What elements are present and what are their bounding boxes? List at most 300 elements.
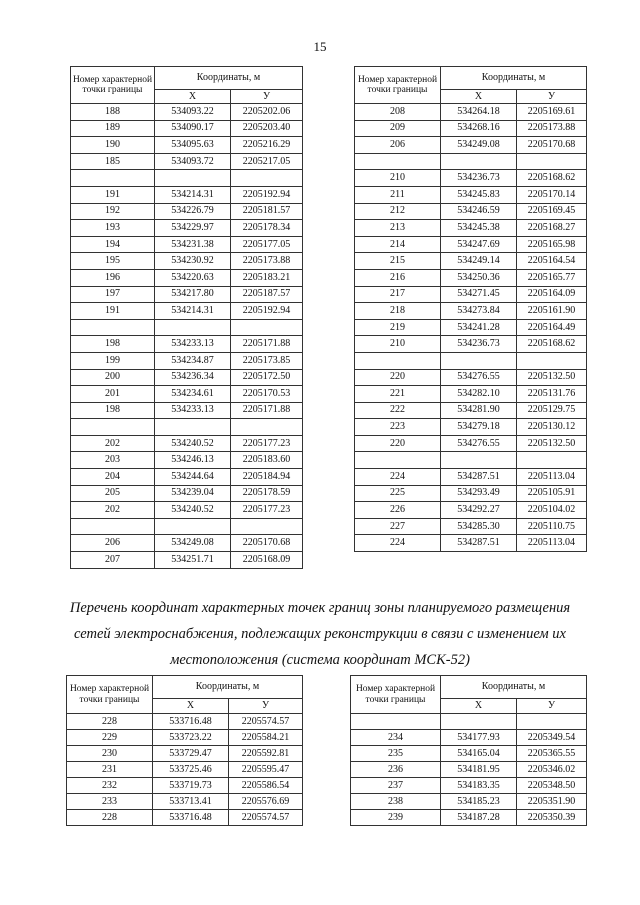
point-number: 206 [71, 535, 155, 552]
table-row [71, 502, 303, 519]
x-value: 534246.59 [441, 203, 517, 220]
y-value: 2205165.77 [517, 269, 587, 286]
x-value: 534250.36 [441, 269, 517, 286]
x-value: 534230.92 [155, 253, 231, 270]
coordinates-table-4 [350, 675, 587, 826]
y-value [231, 419, 303, 436]
table-row [355, 303, 587, 320]
table-row [355, 502, 587, 519]
y-value: 2205132.50 [517, 369, 587, 386]
header-coordinates: Координаты, м [153, 676, 303, 699]
y-value: 2205574.57 [229, 810, 303, 826]
point-number: 207 [71, 552, 155, 569]
point-number [71, 419, 155, 436]
y-value [517, 714, 587, 730]
y-value: 2205130.12 [517, 419, 587, 436]
x-value: 534234.87 [155, 352, 231, 369]
point-number [71, 518, 155, 535]
y-value: 2205595.47 [229, 762, 303, 778]
point-number [355, 153, 441, 170]
y-value: 2205183.21 [231, 269, 303, 286]
point-number: 211 [355, 186, 441, 203]
table-row [67, 810, 303, 826]
point-number: 217 [355, 286, 441, 303]
point-number: 197 [71, 286, 155, 303]
y-value: 2205173.88 [231, 253, 303, 270]
point-number: 235 [351, 746, 441, 762]
section-caption [40, 595, 600, 673]
y-value: 2205187.57 [231, 286, 303, 303]
table-row [71, 535, 303, 552]
table-row [351, 794, 587, 810]
table-row [355, 336, 587, 353]
x-value: 534249.14 [441, 253, 517, 270]
table-row [67, 730, 303, 746]
table-row [351, 810, 587, 826]
y-value: 2205165.98 [517, 236, 587, 253]
table-row [71, 319, 303, 336]
y-value: 2205132.50 [517, 435, 587, 452]
y-value: 2205168.62 [517, 336, 587, 353]
point-number: 212 [355, 203, 441, 220]
x-value: 534247.69 [441, 236, 517, 253]
table-row [351, 714, 587, 730]
point-number: 210 [355, 170, 441, 187]
x-value: 534251.71 [155, 552, 231, 569]
y-value: 2205169.61 [517, 104, 587, 121]
point-number: 209 [355, 120, 441, 137]
header-x: X [153, 699, 229, 714]
y-value: 2205183.60 [231, 452, 303, 469]
point-number: 208 [355, 104, 441, 121]
point-number: 225 [355, 485, 441, 502]
table-row [355, 286, 587, 303]
x-value: 534292.27 [441, 502, 517, 519]
y-value: 2205586.54 [229, 778, 303, 794]
point-number: 237 [351, 778, 441, 794]
point-number: 190 [71, 137, 155, 154]
x-value [155, 419, 231, 436]
y-value: 2205164.49 [517, 319, 587, 336]
table-row [71, 369, 303, 386]
header-coordinates: Координаты, м [441, 676, 587, 699]
y-value: 2205170.68 [517, 137, 587, 154]
x-value: 534183.35 [441, 778, 517, 794]
x-value: 534177.93 [441, 730, 517, 746]
y-value: 2205131.76 [517, 386, 587, 403]
x-value: 534276.55 [441, 369, 517, 386]
y-value: 2205169.45 [517, 203, 587, 220]
table-row [355, 402, 587, 419]
point-number: 236 [351, 762, 441, 778]
y-value: 2205164.09 [517, 286, 587, 303]
table-row [71, 253, 303, 270]
point-number: 216 [355, 269, 441, 286]
x-value: 534268.16 [441, 120, 517, 137]
y-value: 2205129.75 [517, 402, 587, 419]
y-value: 2205574.57 [229, 714, 303, 730]
x-value: 534241.28 [441, 319, 517, 336]
x-value: 534245.38 [441, 220, 517, 237]
header-y: У [231, 90, 303, 104]
x-value [441, 452, 517, 469]
point-number [355, 452, 441, 469]
x-value: 534244.64 [155, 469, 231, 486]
header-coordinates: Координаты, м [155, 67, 303, 90]
table-row [355, 236, 587, 253]
point-number: 205 [71, 485, 155, 502]
x-value [155, 170, 231, 187]
y-value: 2205346.02 [517, 762, 587, 778]
y-value: 2205349.54 [517, 730, 587, 746]
point-number: 191 [71, 186, 155, 203]
y-value: 2205350.39 [517, 810, 587, 826]
x-value: 534236.73 [441, 336, 517, 353]
x-value: 534093.22 [155, 104, 231, 121]
y-value: 2205173.88 [517, 120, 587, 137]
table-row [71, 120, 303, 137]
header-y: У [517, 90, 587, 104]
y-value: 2205168.09 [231, 552, 303, 569]
header-point-number: Номер характерной точки границы [71, 67, 155, 104]
y-value: 2205178.59 [231, 485, 303, 502]
point-number: 229 [67, 730, 153, 746]
x-value: 534233.13 [155, 402, 231, 419]
x-value: 534217.80 [155, 286, 231, 303]
point-number: 231 [67, 762, 153, 778]
table-row [355, 203, 587, 220]
table-row [355, 186, 587, 203]
x-value: 533713.41 [153, 794, 229, 810]
x-value: 533725.46 [153, 762, 229, 778]
point-number: 238 [351, 794, 441, 810]
point-number: 195 [71, 253, 155, 270]
y-value: 2205365.55 [517, 746, 587, 762]
table-row [355, 153, 587, 170]
table-row [71, 153, 303, 170]
header-point-number: Номер характерной точки границы [351, 676, 441, 714]
table-row [67, 746, 303, 762]
x-value: 534279.18 [441, 419, 517, 436]
header-y: У [229, 699, 303, 714]
y-value [231, 170, 303, 187]
y-value [231, 518, 303, 535]
y-value: 2205584.21 [229, 730, 303, 746]
caption-line-2: сетей электроснабжения, подлежащих реконструкции в связи с изменением их [74, 626, 566, 642]
table-row [355, 352, 587, 369]
table-row [71, 452, 303, 469]
y-value: 2205172.50 [231, 369, 303, 386]
y-value: 2205217.05 [231, 153, 303, 170]
table-row [355, 435, 587, 452]
table-row [355, 137, 587, 154]
table-row [355, 469, 587, 486]
y-value: 2205173.85 [231, 352, 303, 369]
caption-line-1: Перечень координат характерных точек границ зоны планируемого размещения [69, 600, 571, 616]
header-point-number: Номер характерной точки границы [67, 676, 153, 714]
x-value: 534293.49 [441, 485, 517, 502]
x-value: 534181.95 [441, 762, 517, 778]
point-number: 233 [67, 794, 153, 810]
y-value: 2205177.23 [231, 502, 303, 519]
point-number: 228 [67, 810, 153, 826]
table-row [351, 762, 587, 778]
x-value: 534287.51 [441, 535, 517, 552]
point-number: 206 [355, 137, 441, 154]
header-x: X [441, 90, 517, 104]
table-row [355, 319, 587, 336]
y-value [517, 452, 587, 469]
y-value: 2205171.88 [231, 402, 303, 419]
y-value: 2205110.75 [517, 518, 587, 535]
x-value: 534165.04 [441, 746, 517, 762]
table-row [355, 220, 587, 237]
point-number: 203 [71, 452, 155, 469]
x-value: 534214.31 [155, 186, 231, 203]
point-number: 200 [71, 369, 155, 386]
y-value: 2205576.69 [229, 794, 303, 810]
x-value: 534271.45 [441, 286, 517, 303]
point-number [355, 352, 441, 369]
x-value: 534281.90 [441, 402, 517, 419]
point-number: 194 [71, 236, 155, 253]
header-y: У [517, 699, 587, 714]
point-number: 199 [71, 352, 155, 369]
x-value: 533729.47 [153, 746, 229, 762]
table-row [355, 535, 587, 552]
x-value: 534093.72 [155, 153, 231, 170]
x-value: 534273.84 [441, 303, 517, 320]
x-value: 534214.31 [155, 303, 231, 320]
point-number: 191 [71, 303, 155, 320]
x-value: 534187.28 [441, 810, 517, 826]
table-row [71, 220, 303, 237]
point-number: 228 [67, 714, 153, 730]
table-row [355, 120, 587, 137]
table-row [355, 269, 587, 286]
point-number: 224 [355, 469, 441, 486]
point-number [71, 319, 155, 336]
point-number: 185 [71, 153, 155, 170]
point-number: 188 [71, 104, 155, 121]
point-number: 201 [71, 386, 155, 403]
coordinates-table-1 [70, 66, 303, 569]
table-row [67, 762, 303, 778]
x-value: 534249.08 [155, 535, 231, 552]
y-value [517, 153, 587, 170]
x-value: 534249.08 [441, 137, 517, 154]
point-number: 193 [71, 220, 155, 237]
point-number: 219 [355, 319, 441, 336]
x-value: 533723.22 [153, 730, 229, 746]
table-row [355, 419, 587, 436]
y-value: 2205170.53 [231, 386, 303, 403]
page-number: 15 [313, 39, 327, 54]
table-row [71, 485, 303, 502]
y-value: 2205181.57 [231, 203, 303, 220]
point-number: 226 [355, 502, 441, 519]
table-row [71, 236, 303, 253]
x-value: 534090.17 [155, 120, 231, 137]
y-value [517, 352, 587, 369]
x-value: 534285.30 [441, 518, 517, 535]
point-number: 232 [67, 778, 153, 794]
point-number: 204 [71, 469, 155, 486]
table-row [71, 419, 303, 436]
y-value: 2205351.90 [517, 794, 587, 810]
x-value: 534233.13 [155, 336, 231, 353]
point-number [71, 170, 155, 187]
y-value: 2205168.62 [517, 170, 587, 187]
y-value: 2205113.04 [517, 469, 587, 486]
y-value: 2205170.14 [517, 186, 587, 203]
point-number: 213 [355, 220, 441, 237]
x-value [441, 153, 517, 170]
table-row [355, 253, 587, 270]
point-number: 227 [355, 518, 441, 535]
x-value: 534226.79 [155, 203, 231, 220]
table-row [71, 269, 303, 286]
table-row [351, 746, 587, 762]
point-number [351, 714, 441, 730]
table-row [67, 714, 303, 730]
table-row [71, 352, 303, 369]
x-value: 534240.52 [155, 435, 231, 452]
table-row [355, 369, 587, 386]
table-row [355, 452, 587, 469]
point-number: 192 [71, 203, 155, 220]
point-number: 220 [355, 369, 441, 386]
x-value: 534236.34 [155, 369, 231, 386]
point-number: 224 [355, 535, 441, 552]
x-value [155, 319, 231, 336]
y-value: 2205164.54 [517, 253, 587, 270]
y-value: 2205113.04 [517, 535, 587, 552]
table-row [355, 104, 587, 121]
point-number: 215 [355, 253, 441, 270]
point-number: 218 [355, 303, 441, 320]
y-value: 2205192.94 [231, 186, 303, 203]
x-value: 533716.48 [153, 810, 229, 826]
point-number: 202 [71, 435, 155, 452]
table-row [71, 469, 303, 486]
x-value [155, 518, 231, 535]
x-value: 534264.18 [441, 104, 517, 121]
y-value [231, 319, 303, 336]
coordinates-table-3 [66, 675, 303, 826]
point-number: 214 [355, 236, 441, 253]
table-row [351, 730, 587, 746]
y-value: 2205184.94 [231, 469, 303, 486]
x-value: 534246.13 [155, 452, 231, 469]
x-value: 534185.23 [441, 794, 517, 810]
table-row [71, 518, 303, 535]
header-coordinates: Координаты, м [441, 67, 587, 90]
table-row [67, 794, 303, 810]
y-value: 2205202.06 [231, 104, 303, 121]
table-row [71, 303, 303, 320]
x-value: 534231.38 [155, 236, 231, 253]
y-value: 2205177.05 [231, 236, 303, 253]
x-value: 534287.51 [441, 469, 517, 486]
x-value: 534229.97 [155, 220, 231, 237]
table-row [71, 170, 303, 187]
y-value: 2205161.90 [517, 303, 587, 320]
x-value: 534282.10 [441, 386, 517, 403]
y-value: 2205348.50 [517, 778, 587, 794]
point-number: 210 [355, 336, 441, 353]
point-number: 196 [71, 269, 155, 286]
point-number: 221 [355, 386, 441, 403]
table-row [71, 104, 303, 121]
x-value [441, 714, 517, 730]
x-value: 533719.73 [153, 778, 229, 794]
point-number: 230 [67, 746, 153, 762]
table-row [71, 435, 303, 452]
y-value: 2205592.81 [229, 746, 303, 762]
x-value: 534095.63 [155, 137, 231, 154]
table-row [71, 552, 303, 569]
x-value: 534240.52 [155, 502, 231, 519]
table-row [351, 778, 587, 794]
coordinates-table-2 [354, 66, 587, 552]
table-row [71, 386, 303, 403]
table-row [67, 778, 303, 794]
point-number: 189 [71, 120, 155, 137]
y-value: 2205171.88 [231, 336, 303, 353]
x-value: 534236.73 [441, 170, 517, 187]
y-value: 2205104.02 [517, 502, 587, 519]
y-value: 2205105.91 [517, 485, 587, 502]
x-value: 534234.61 [155, 386, 231, 403]
table-row [71, 286, 303, 303]
table-row [355, 170, 587, 187]
point-number: 222 [355, 402, 441, 419]
table-row [355, 386, 587, 403]
y-value: 2205192.94 [231, 303, 303, 320]
y-value: 2205170.68 [231, 535, 303, 552]
table-row [71, 336, 303, 353]
point-number: 223 [355, 419, 441, 436]
point-number: 198 [71, 336, 155, 353]
table-row [355, 485, 587, 502]
header-point-number: Номер характерной точки границы [355, 67, 441, 104]
point-number: 239 [351, 810, 441, 826]
x-value: 534220.63 [155, 269, 231, 286]
table-row [71, 402, 303, 419]
header-x: X [441, 699, 517, 714]
table-row [71, 137, 303, 154]
y-value: 2205168.27 [517, 220, 587, 237]
caption-line-3: местоположения (система координат МСК-52) [170, 652, 470, 668]
y-value: 2205216.29 [231, 137, 303, 154]
header-x: X [155, 90, 231, 104]
x-value: 534245.83 [441, 186, 517, 203]
x-value [441, 352, 517, 369]
table-row [71, 203, 303, 220]
point-number: 220 [355, 435, 441, 452]
table-row [355, 518, 587, 535]
y-value: 2205177.23 [231, 435, 303, 452]
y-value: 2205178.34 [231, 220, 303, 237]
x-value: 534239.04 [155, 485, 231, 502]
y-value: 2205203.40 [231, 120, 303, 137]
x-value: 534276.55 [441, 435, 517, 452]
table-row [71, 186, 303, 203]
point-number: 234 [351, 730, 441, 746]
point-number: 202 [71, 502, 155, 519]
x-value: 533716.48 [153, 714, 229, 730]
